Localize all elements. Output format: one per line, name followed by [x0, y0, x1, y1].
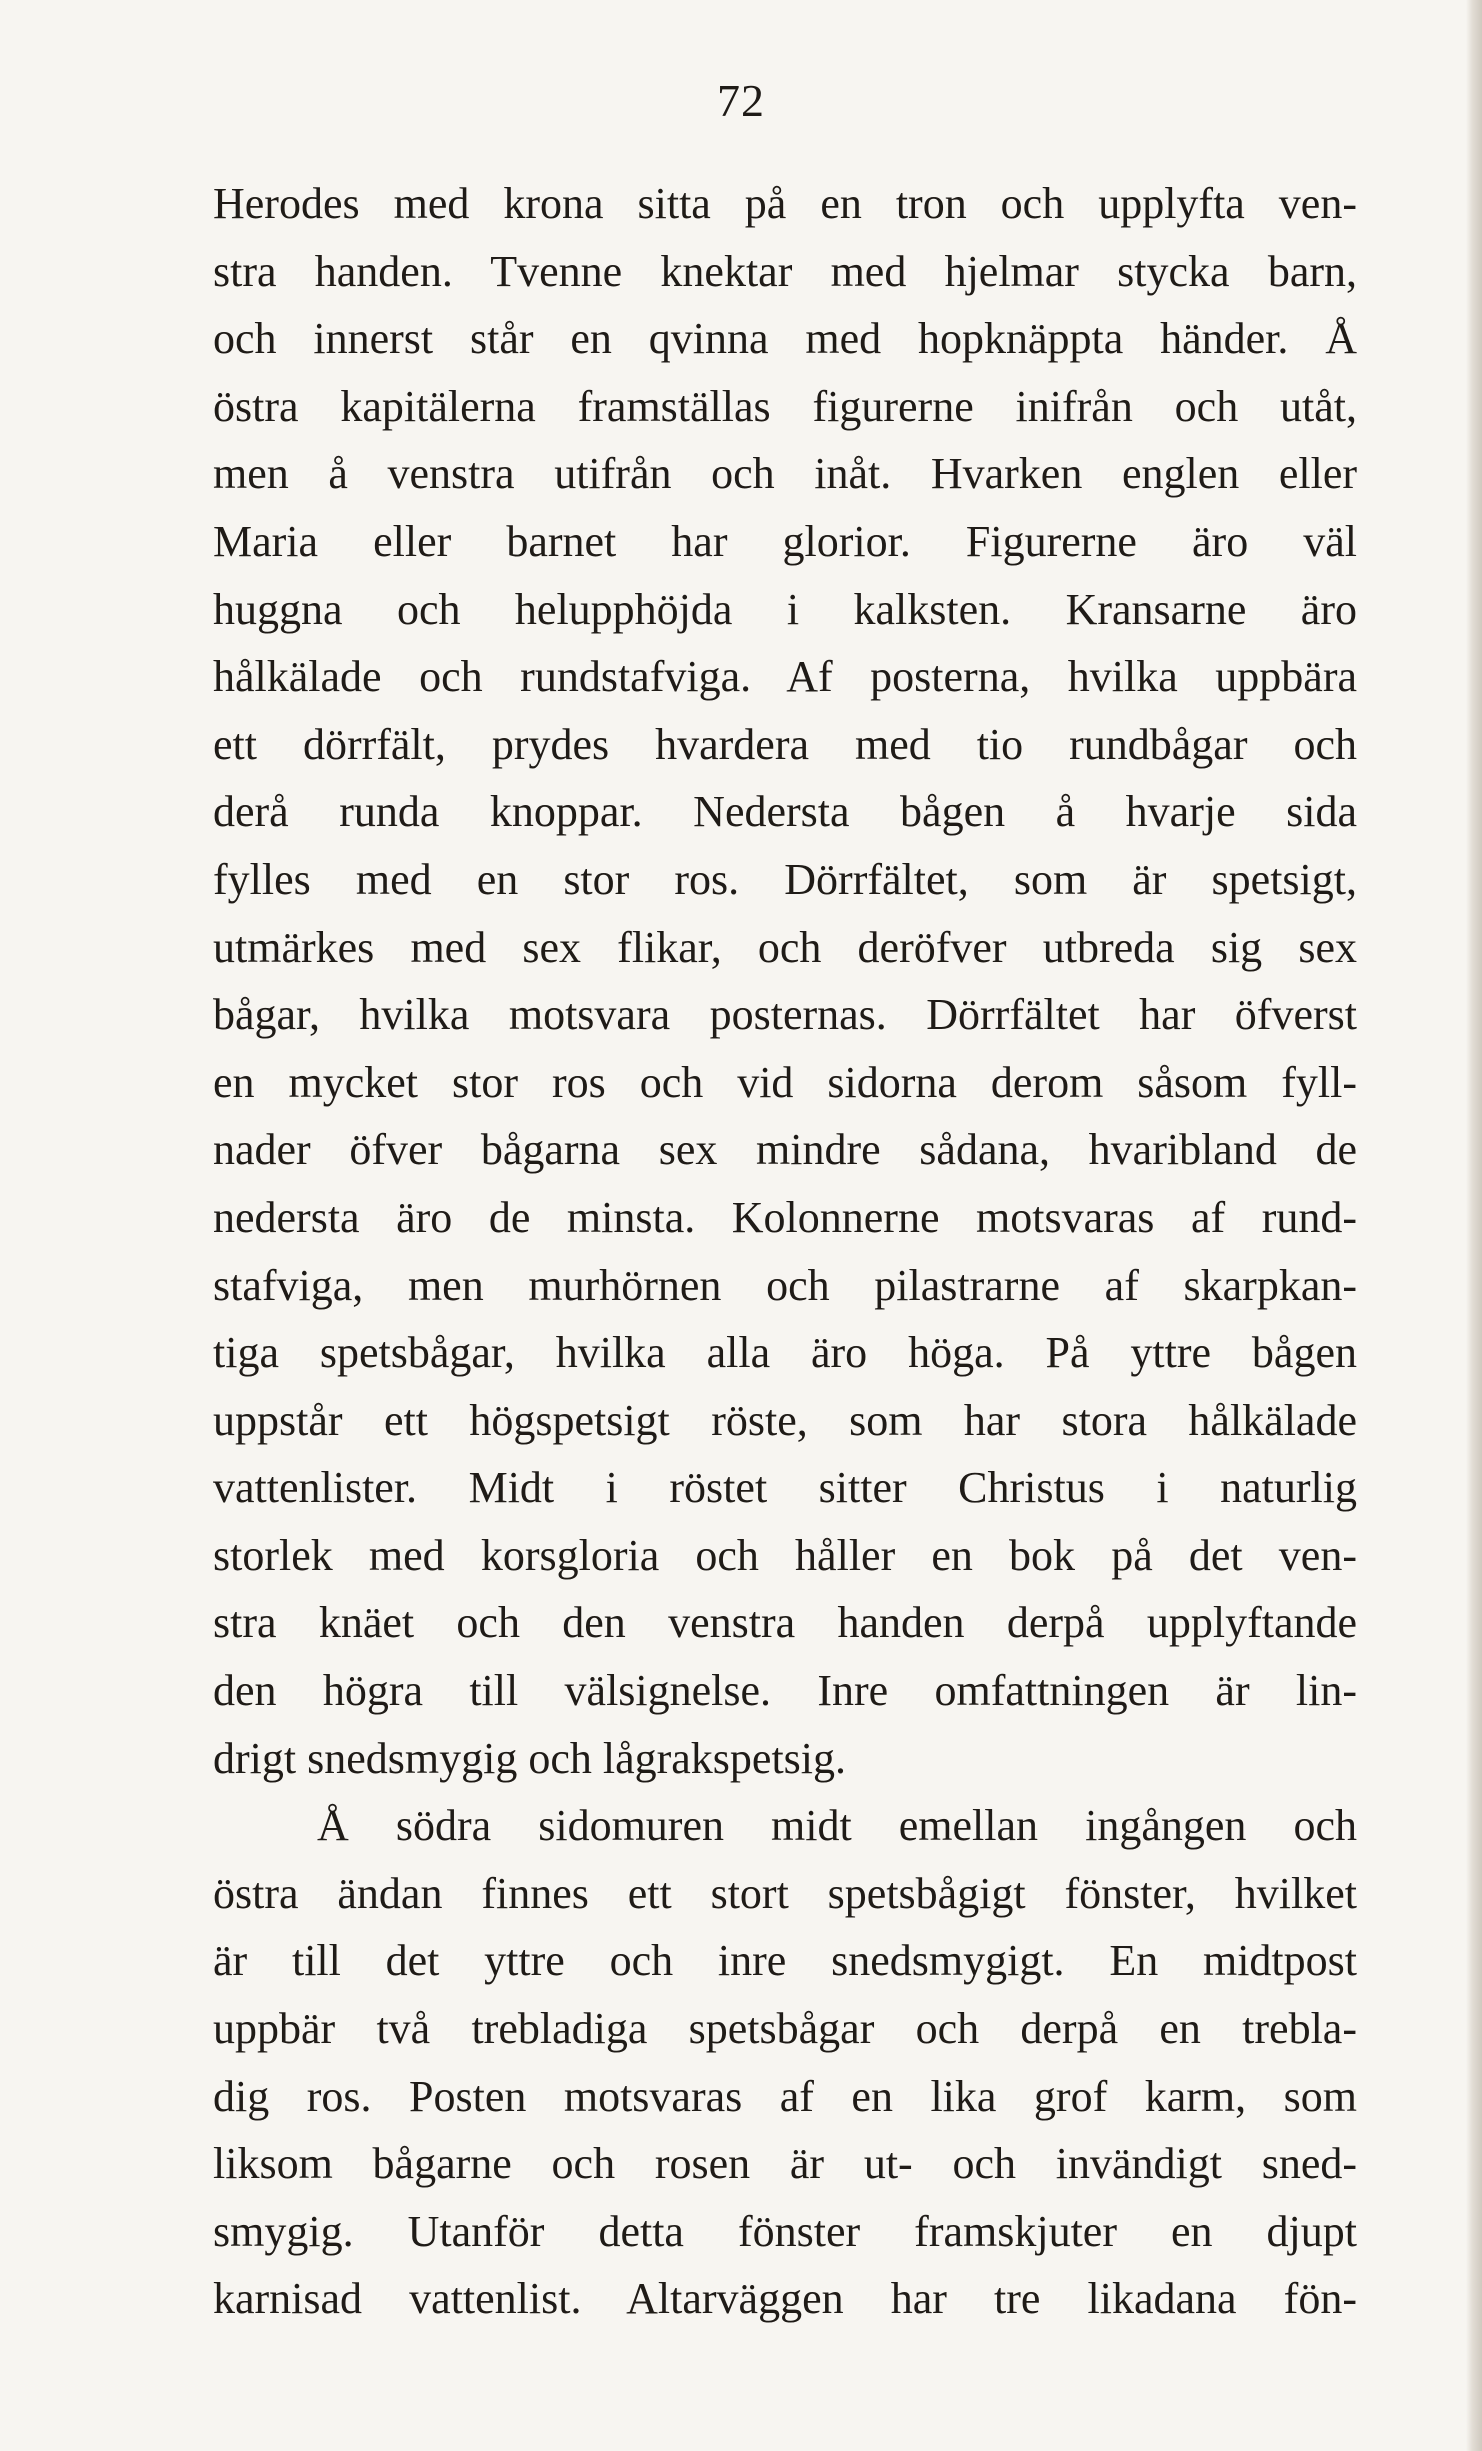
- paragraph-start-line: Å södra sidomuren midt emellan ingången och: [317, 1801, 1357, 1851]
- body-text: [213, 170, 1357, 2333]
- text-line: stra knäet och den venstra handen derpå upplyftande: [213, 1598, 1357, 1648]
- page-number: 72: [717, 75, 765, 126]
- text-line: dig ros. Posten motsvaras af en lika grof karm, som: [213, 2071, 1357, 2121]
- text-line: uppstår ett högspetsigt röste, som har stora hålkälade: [213, 1395, 1357, 1445]
- text-line: nader öfver bågarna sex mindre sådana, hvaribland de: [213, 1125, 1357, 1175]
- text-line: tiga spetsbågar, hvilka alla äro höga. På yttre bågen: [213, 1328, 1357, 1378]
- text-line: hålkälade och rundstafviga. Af posterna, hvilka uppbära: [213, 652, 1357, 702]
- text-line: men å venstra utifrån och inåt. Hvarken englen eller: [213, 449, 1357, 499]
- text-line: stra handen. Tvenne knektar med hjelmar stycka barn,: [213, 246, 1357, 296]
- text-line: Maria eller barnet har glorior. Figurerne äro väl: [213, 516, 1357, 566]
- text-line: storlek med korsgloria och håller en bok på det ven-: [213, 1530, 1357, 1580]
- text-line: en mycket stor ros och vid sidorna derom såsom fyll-: [213, 1057, 1357, 1107]
- text-line: karnisad vattenlist. Altarväggen har tre likadana fön-: [213, 2274, 1357, 2324]
- text-line: östra kapitälerna framställas figurerne inifrån och utåt,: [213, 381, 1357, 431]
- text-line: och innerst står en qvinna med hopknäppta händer. Å: [213, 314, 1357, 364]
- text-line: nedersta äro de minsta. Kolonnerne motsvaras af rund-: [213, 1192, 1357, 1242]
- text-line: fylles med en stor ros. Dörrfältet, som är spetsigt,: [213, 854, 1357, 904]
- text-line: stafviga, men murhörnen och pilastrarne af skarpkan-: [213, 1260, 1357, 1310]
- page-edge: [1466, 0, 1482, 2451]
- paragraph-end-line: drigt snedsmygig och lågrakspetsig.: [213, 1733, 847, 1783]
- text-line: ett dörrfält, prydes hvardera med tio rundbågar och: [213, 719, 1357, 769]
- text-line: den högra till välsignelse. Inre omfattningen är lin-: [213, 1666, 1357, 1716]
- text-line: är till det yttre och inre snedsmygigt. En midtpost: [213, 1936, 1357, 1986]
- text-line: smygig. Utanför detta fönster framskjuter en djupt: [213, 2206, 1357, 2256]
- text-line: östra ändan finnes ett stort spetsbågigt fönster, hvilket: [213, 1868, 1357, 1918]
- text-line: huggna och helupphöjda i kalksten. Kransarne äro: [213, 584, 1357, 634]
- text-line: vattenlister. Midt i röstet sitter Christus i naturlig: [213, 1463, 1357, 1513]
- text-line: Herodes med krona sitta på en tron och upplyfta ven-: [213, 179, 1357, 228]
- text-line: liksom bågarne och rosen är ut- och invändigt sned-: [213, 2139, 1357, 2189]
- text-line: derå runda knoppar. Nedersta bågen å hvarje sida: [213, 787, 1357, 837]
- text-line: utmärkes med sex flikar, och deröfver utbreda sig sex: [213, 922, 1357, 972]
- text-line: bågar, hvilka motsvara posternas. Dörrfältet har öfverst: [213, 990, 1357, 1040]
- text-line: uppbär två trebladiga spetsbågar och derpå en trebla-: [213, 2004, 1357, 2054]
